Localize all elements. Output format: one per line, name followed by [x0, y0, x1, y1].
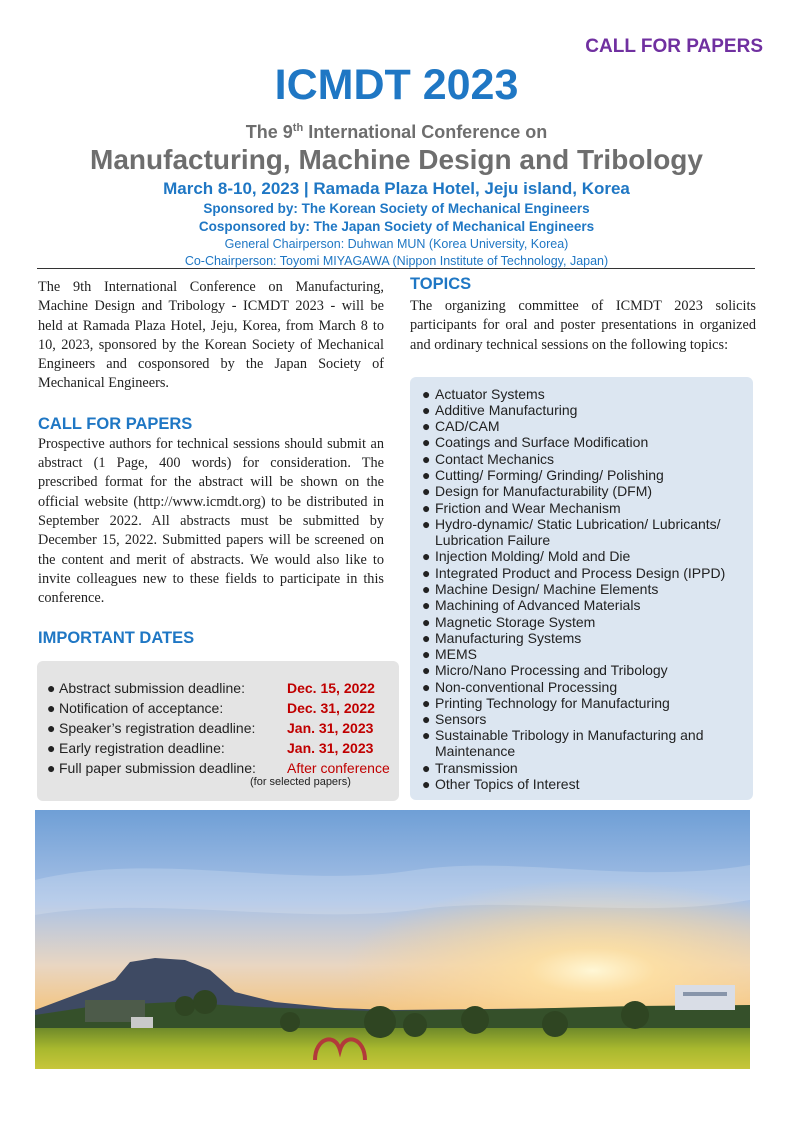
- topic-item: [422, 630, 742, 646]
- topic-item: [422, 483, 742, 499]
- bullet-icon: ●: [422, 776, 431, 792]
- topic-item: [422, 776, 742, 792]
- call-for-papers-heading: CALL FOR PAPERS: [38, 414, 193, 433]
- bullet-icon: ●: [422, 581, 431, 597]
- bullet-icon: ●: [422, 451, 431, 467]
- topic-text: Actuator Systems: [435, 386, 545, 402]
- bullet-icon: ●: [422, 565, 431, 581]
- topic-item: [422, 662, 742, 678]
- conference-topic-title: Manufacturing, Machine Design and Tribology: [90, 144, 703, 175]
- topic-item: [422, 434, 742, 450]
- conference-title: ICMDT 2023: [274, 61, 519, 109]
- topic-text: Injection Molding/ Mold and Die: [435, 548, 631, 564]
- topic-item: [422, 402, 742, 418]
- topic-text: Additive Manufacturing: [435, 402, 578, 418]
- call-for-papers-paragraph: Prospective authors for technical sessions should submit an abstract (1 Page, 400 words) for consideration. The prescribed format for the abstract will be shown on the official website (http://www.icmdt.org) to be distributed in September 2022. All abstracts must be submitted by December 15, 2022. Submitted papers will be screened on the content and merit of abstracts. We would also like to invite colleagues new to these fields to participate in this conference.: [38, 435, 384, 607]
- date-row: [47, 719, 374, 737]
- topic-item: [422, 467, 742, 483]
- bullet-icon: ●: [47, 680, 56, 696]
- bullet-icon: ●: [422, 483, 431, 499]
- topic-text: Contact Mechanics: [435, 451, 555, 467]
- cosponsor-line: Cosponsored by: The Japan Society of Mechanical Engineers: [198, 219, 595, 234]
- topic-item: [422, 679, 742, 695]
- topic-item: [422, 565, 742, 581]
- topic-text: Design for Manufacturability (DFM): [435, 483, 653, 499]
- bullet-icon: ●: [422, 434, 431, 450]
- bullet-icon: ●: [422, 727, 431, 743]
- topic-item: [422, 597, 742, 613]
- topic-text: Printing Technology for Manufacturing: [435, 695, 670, 711]
- date-row: [47, 679, 375, 697]
- topic-text: Sustainable Tribology in Manufacturing and Maintenance: [435, 727, 704, 760]
- date-label: Early registration deadline:: [59, 740, 225, 756]
- bullet-icon: ●: [422, 597, 431, 613]
- topic-text: Non-conventional Processing: [435, 679, 618, 695]
- bullet-icon: ●: [422, 630, 431, 646]
- topic-text: Micro/Nano Processing and Tribology: [435, 662, 668, 678]
- conference-header: [0, 60, 793, 270]
- bullet-icon: ●: [422, 646, 431, 662]
- topic-text: Machine Design/ Machine Elements: [435, 581, 659, 597]
- date-value: Dec. 15, 2022: [287, 680, 375, 696]
- intro-paragraph: The 9th International Conference on Manufacturing, Machine Design and Tribology - ICMDT 2023 - will be held at Ramada Plaza Hotel, Jeju, Korea, from March 8 to 10, 2023, sponsored by the Korean Society of Mechanical Engineers and cosponsored by the Japan Society of Mechanical Engineers.: [38, 279, 384, 392]
- date-note: (for selected papers): [250, 776, 351, 788]
- bullet-icon: ●: [422, 402, 431, 418]
- topic-text: Friction and Wear Mechanism: [435, 500, 621, 516]
- subtitle-pre: The 9: [245, 122, 293, 142]
- topic-item: [422, 500, 742, 516]
- date-label: Full paper submission deadline:: [59, 760, 256, 776]
- left-column: [38, 278, 384, 648]
- topic-text: MEMS: [435, 646, 477, 662]
- topic-item: [422, 516, 742, 548]
- topic-item: [422, 695, 742, 711]
- topic-item: [422, 727, 742, 759]
- date-value: Jan. 31, 2023: [287, 720, 374, 736]
- date-value: Dec. 31, 2022: [287, 700, 375, 716]
- bullet-icon: ●: [47, 700, 56, 716]
- topic-item: [422, 646, 742, 662]
- bullet-icon: ●: [422, 516, 431, 532]
- topic-text: Integrated Product and Process Design (IPPD): [435, 565, 726, 581]
- bullet-icon: ●: [422, 500, 431, 516]
- call-for-papers-label: CALL FOR PAPERS: [585, 36, 763, 57]
- conference-dateline: March 8-10, 2023 | Ramada Plaza Hotel, Jeju island, Korea: [163, 179, 630, 198]
- topic-text: Machining of Advanced Materials: [435, 597, 641, 613]
- date-value: Jan. 31, 2023: [287, 740, 374, 756]
- bullet-icon: ●: [47, 720, 56, 736]
- bullet-icon: ●: [422, 711, 431, 727]
- topic-text: CAD/CAM: [435, 418, 500, 434]
- topics-intro-paragraph: The organizing committee of ICMDT 2023 solicits participants for oral and poster presentations in organized and ordinary technical sessions on the following topics:: [410, 298, 756, 353]
- date-row: [47, 739, 374, 757]
- topics-box: [410, 377, 753, 800]
- topic-text: Hydro-dynamic/ Static Lubrication/ Lubricants/ Lubrication Failure: [435, 516, 721, 549]
- topic-item: [422, 760, 742, 776]
- bullet-icon: ●: [422, 386, 431, 402]
- sponsor-line: Sponsored by: The Korean Society of Mechanical Engineers: [203, 201, 590, 216]
- right-column: [410, 274, 756, 355]
- subtitle-post: International Conference on: [303, 122, 548, 142]
- bullet-icon: ●: [422, 548, 431, 564]
- topic-text: Sensors: [435, 711, 487, 727]
- topic-item: [422, 711, 742, 727]
- topic-item: [422, 386, 742, 402]
- landscape-illustration: [35, 810, 750, 1069]
- subtitle-sup: th: [292, 122, 304, 134]
- date-label: Speaker’s registration deadline:: [59, 720, 256, 736]
- topic-text: Cutting/ Forming/ Grinding/ Polishing: [435, 467, 664, 483]
- bullet-icon: ●: [47, 760, 56, 776]
- bullet-icon: ●: [422, 760, 431, 776]
- conference-subtitle: [0, 116, 793, 144]
- topic-text: Other Topics of Interest: [435, 776, 580, 792]
- general-chair-line: General Chairperson: Duhwan MUN (Korea University, Korea): [224, 237, 569, 251]
- topic-item: [422, 548, 742, 564]
- date-row: [47, 699, 375, 717]
- topic-item: [422, 418, 742, 434]
- bullet-icon: ●: [422, 467, 431, 483]
- topic-text: Transmission: [435, 760, 518, 776]
- date-row: [47, 759, 390, 777]
- important-dates-heading: IMPORTANT DATES: [38, 629, 195, 648]
- co-chair-line: Co-Chairperson: Toyomi MIYAGAWA (Nippon Institute of Technology, Japan): [184, 254, 609, 268]
- topic-text: Magnetic Storage System: [435, 614, 596, 630]
- topics-heading: TOPICS: [410, 275, 472, 293]
- jeju-landscape-photo: [35, 810, 750, 1069]
- topic-item: [422, 614, 742, 630]
- date-label: Notification of acceptance:: [59, 700, 224, 716]
- bullet-icon: ●: [422, 695, 431, 711]
- bullet-icon: ●: [47, 740, 56, 756]
- bullet-icon: ●: [422, 662, 431, 678]
- topic-item: [422, 581, 742, 597]
- topic-item: [422, 451, 742, 467]
- topic-text: Coatings and Surface Modification: [435, 434, 649, 450]
- bullet-icon: ●: [422, 614, 431, 630]
- bullet-icon: ●: [422, 418, 431, 434]
- header-divider: [37, 268, 755, 269]
- bullet-icon: ●: [422, 679, 431, 695]
- date-value: After conference: [287, 760, 390, 776]
- topic-text: Manufacturing Systems: [435, 630, 582, 646]
- date-label: Abstract submission deadline:: [59, 680, 245, 696]
